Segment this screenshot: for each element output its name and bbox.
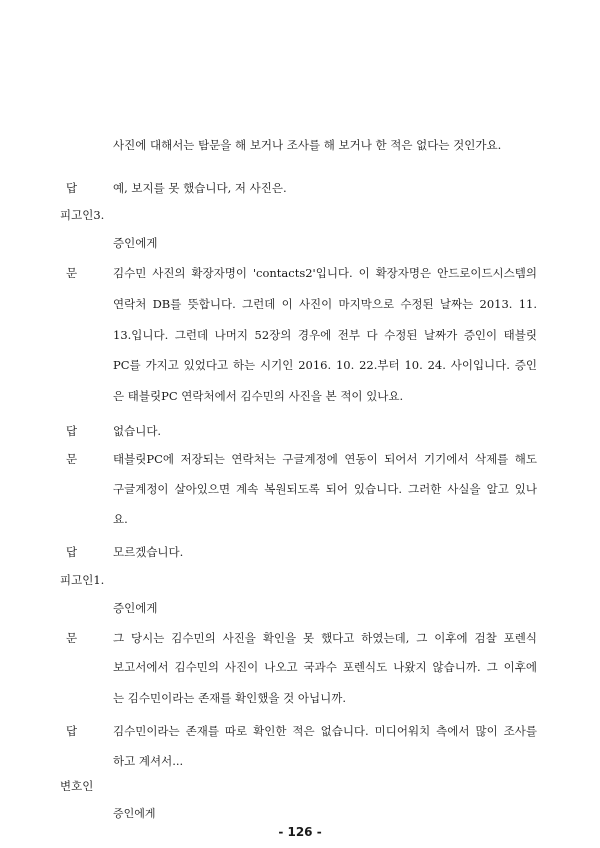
answer-label: 답 bbox=[66, 424, 78, 438]
addressee-line: 증인에게 bbox=[113, 807, 156, 820]
question-line: PC를 가지고 있었다고 하는 시기인 2016. 10. 22.부터 10. 24. 사이입니다. 증인 bbox=[113, 358, 537, 372]
speaker-heading: 변호인 bbox=[60, 779, 94, 793]
answer-label: 답 bbox=[66, 724, 78, 738]
answer-line: 김수민이라는 존재를 따로 확인한 적은 없습니다. 미디어워치 측에서 많이 조사를 bbox=[113, 724, 537, 738]
answer-line: 모르겠습니다. bbox=[113, 545, 184, 559]
question-line: 김수민 사진의 확장자명이 'contacts2'입니다. 이 확장자명은 안드로이드시스템의 bbox=[113, 266, 537, 280]
addressee-line: 증인에게 bbox=[113, 236, 158, 250]
question-line: 는 김수민이라는 존재를 확인했을 것 아닙니까. bbox=[113, 691, 347, 705]
answer-label: 답 bbox=[66, 545, 78, 559]
question-line: 사진에 대해서는 탐문을 해 보거나 조사를 해 보거나 한 적은 없다는 것인가요. bbox=[113, 138, 502, 152]
speaker-heading: 피고인3. bbox=[60, 208, 105, 222]
question-line: 그 당시는 김수민의 사진을 확인을 못 했다고 하였는데, 그 이후에 검찰 포렌식 bbox=[113, 631, 537, 645]
question-line: 구글계정이 살아있으면 계속 복원되도록 되어 있습니다. 그러한 사실을 알고 있나 bbox=[113, 482, 537, 496]
question-label: 문 bbox=[66, 631, 78, 645]
question-line: 요. bbox=[113, 512, 128, 526]
question-line: 13.입니다. 그런데 나머지 52장의 경우에 전부 다 수정된 날짜가 증인이 태블릿 bbox=[113, 328, 537, 342]
question-line: 연락처 DB를 뜻합니다. 그런데 이 사진이 마지막으로 수정된 날짜는 2013. 11. bbox=[113, 297, 537, 311]
question-line: 보고서에서 김수민의 사진이 나오고 국과수 포렌식도 나왔지 않습니까. 그 이후에 bbox=[113, 660, 537, 674]
question-line: 은 태블릿PC 연락처에서 김수민의 사진을 본 적이 있나요. bbox=[113, 389, 404, 403]
question-label: 문 bbox=[66, 452, 78, 466]
question-line: 태블릿PC에 저장되는 연락처는 구글계정에 연동이 되어서 기기에서 삭제를 해도 bbox=[113, 452, 537, 466]
answer-line: 하고 계셔서... bbox=[113, 754, 184, 768]
speaker-heading: 피고인1. bbox=[60, 573, 105, 587]
answer-line: 없습니다. bbox=[113, 424, 162, 438]
question-label: 문 bbox=[66, 266, 78, 280]
answer-line: 예, 보지를 못 했습니다, 저 사진은. bbox=[113, 181, 287, 195]
answer-label: 답 bbox=[66, 181, 78, 195]
addressee-line: 증인에게 bbox=[113, 601, 158, 615]
page-number: - 126 - bbox=[278, 825, 322, 839]
